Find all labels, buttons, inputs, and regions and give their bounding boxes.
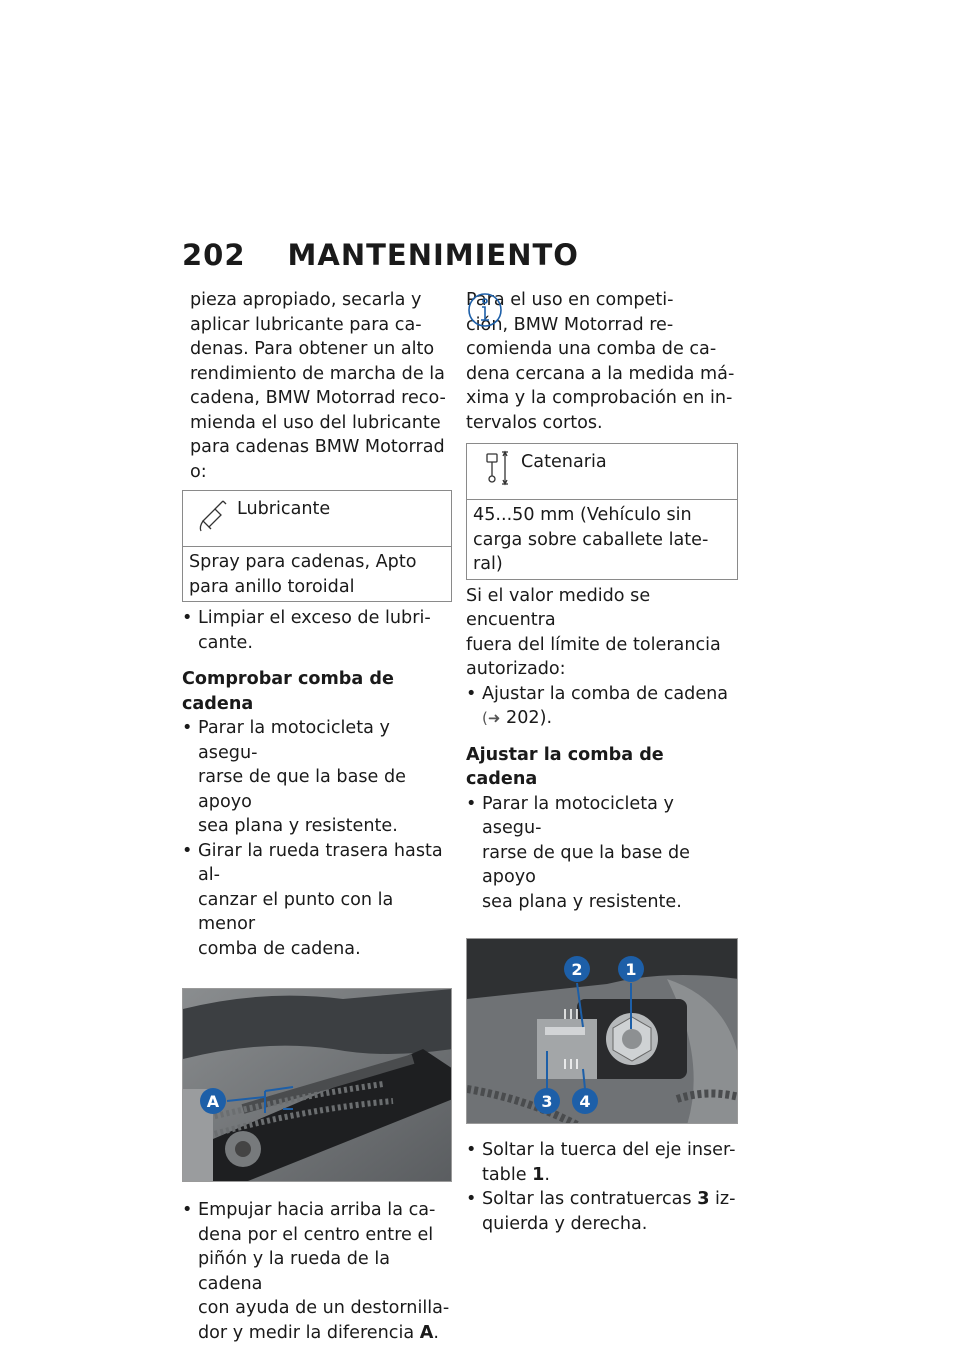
- loosen-2-text: Soltar las contratuercas: [482, 1189, 698, 1209]
- sag-title: Catenaria: [521, 452, 607, 472]
- lubricant-title: Lubricante: [237, 499, 331, 519]
- check-bullet-2: • Girar la rueda trasera hasta al- canzar el punto con la menor comba de cadena.: [182, 839, 452, 962]
- info-block: [466, 288, 738, 435]
- loosen-bullet-2: [466, 1187, 738, 1236]
- reference-arrow-icon: (➜: [482, 709, 501, 727]
- lubricant-table-header: [183, 491, 451, 547]
- sag-table: [466, 443, 738, 580]
- chain-sag-icon: [473, 448, 517, 488]
- push-bullet-ref: A: [419, 1322, 434, 1343]
- loosen-2-end: iz- quierda y derecha.: [482, 1189, 736, 1234]
- intro-paragraph: pieza apropiado, secarla y aplicar lubricante para ca- denas. Para obtener un alto rendimiento de marcha de la cadena, BMW Motorrad reco- mienda el uso del lubricante para cadenas BMW Motorrad o:: [190, 290, 446, 482]
- push-bullet: [182, 1198, 452, 1345]
- lubricant-table: [182, 490, 452, 602]
- push-bullet-end: .: [433, 1322, 439, 1343]
- adjust-step-bullet-1: • Parar la motocicleta y asegu- rarse de que la base de apoyo sea plana y resistente.: [466, 792, 738, 915]
- loosen-1-period: .: [544, 1164, 550, 1185]
- push-bullet-text: Empujar hacia arriba la ca- dena por el centro entre el piñón y la rueda de la cadena con ayuda de un destornilla- dor y medir la diferencia: [198, 1200, 450, 1343]
- tolerance-text: Si el valor medido se encuentra fuera del límite de tolerancia autorizado:: [466, 585, 721, 679]
- adjust-bullet: [466, 682, 738, 731]
- check-heading: Comprobar comba de cadena: [182, 669, 394, 714]
- photo-label-2: 2: [571, 960, 583, 979]
- sag-table-header: [467, 444, 737, 500]
- info-text: Para el uso en competi- ción, BMW Motorrad re- comienda una comba de ca- dena cercana a la medida má- xima y la comprobación en in- tervalos cortos.: [466, 290, 735, 433]
- section-title: MANTENIMIENTO: [287, 238, 579, 272]
- clean-bullet: • Limpiar el exceso de lubri- cante.: [182, 606, 452, 655]
- adjust-ref: 202).: [506, 708, 553, 728]
- check-bullet-1: • Parar la motocicleta y asegu- rarse de que la base de apoyo sea plana y resistente.: [182, 716, 452, 839]
- loosen-bullet-1: [466, 1138, 738, 1187]
- loosen-1-text: Soltar la tuerca del eje inser- table: [482, 1140, 736, 1185]
- info-icon: [466, 290, 504, 334]
- photo-label-a: A: [206, 1092, 220, 1111]
- right-column: [466, 288, 738, 1236]
- axle-nut-photo: [466, 938, 738, 1124]
- photo-label-3: 3: [541, 1092, 553, 1111]
- lubricant-value: Spray para cadenas, Apto para anillo toroidal: [189, 552, 417, 597]
- photo-label-1: 1: [625, 960, 637, 979]
- oil-can-icon: [189, 495, 233, 535]
- page-header: [182, 238, 579, 278]
- page-number: 202: [182, 238, 246, 272]
- loosen-2-ref: 3: [697, 1189, 710, 1209]
- chain-sag-photo: [182, 988, 452, 1182]
- photo-label-4: 4: [579, 1092, 591, 1111]
- adjust-bullet-text: Ajustar la comba de cadena: [482, 683, 729, 704]
- sag-value: 45...50 mm (Vehículo sin carga sobre caballete late- ral): [473, 505, 709, 574]
- adjust-heading: Ajustar la comba de cadena: [466, 744, 664, 789]
- left-column: [182, 288, 452, 1345]
- loosen-1-ref: 1: [532, 1164, 545, 1185]
